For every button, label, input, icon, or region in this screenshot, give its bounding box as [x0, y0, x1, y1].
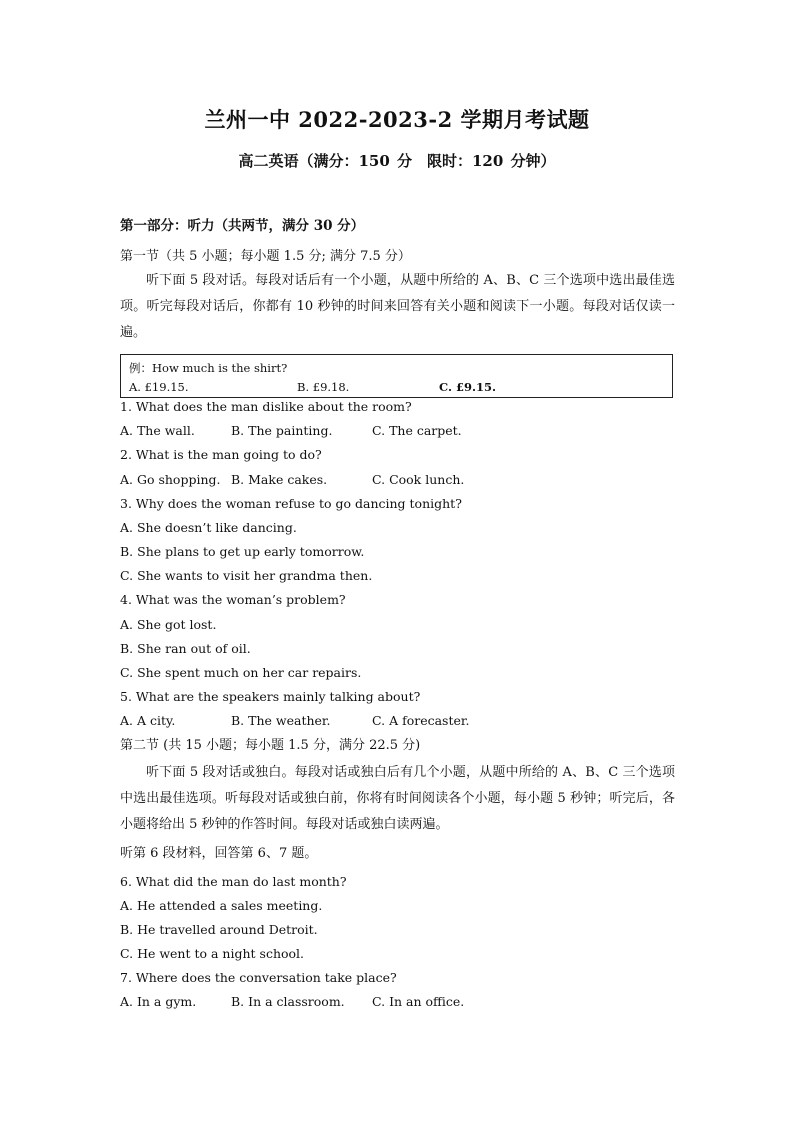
example-question: 例：How much is the shirt?: [129, 361, 288, 375]
example-option-c: C. £9.15.: [439, 380, 496, 394]
q4-option-a: A. She got lost.: [120, 617, 217, 632]
example-option-b: B. £9.18.: [297, 380, 350, 394]
q3-option-c: C. She wants to visit her grandma then.: [120, 568, 373, 583]
question-4: 4. What was the woman’s problem?: [120, 592, 346, 607]
q4-option-c: C. She spent much on her car repairs.: [120, 665, 362, 680]
q7-option-a: A. In a gym.: [120, 994, 197, 1009]
section2-heading: 第二节 (共 15 小题；每小题 1.5 分，满分 22.5 分): [120, 738, 421, 753]
q5-option-a: A. A city.: [120, 713, 176, 728]
q1-option-c: C. The carpet.: [372, 423, 462, 438]
q4-option-b: B. She ran out of oil.: [120, 641, 251, 656]
q3-option-b: B. She plans to get up early tomorrow.: [120, 544, 365, 559]
q2-option-c: C. Cook lunch.: [372, 472, 465, 487]
example-box: [120, 354, 673, 398]
q1-option-b: B. The painting.: [231, 423, 333, 438]
question-3: 3. Why does the woman refuse to go dancing tonight?: [120, 496, 462, 511]
exam-title: 兰州一中 2022-2023-2 学期月考试题: [204, 107, 590, 132]
q6-option-a: A. He attended a sales meeting.: [120, 898, 323, 913]
example-option-a: A. £19.15.: [129, 380, 189, 394]
section1-instruction: 听下面 5 段对话。每段对话后有一个小题，从题中所给的 A、B、C 三个选项中选出最佳选项。听完每段对话后，你都有 10 秒钟的时间来回答有关小题和阅读下一小题。每段对话仅读一遍。: [120, 273, 675, 340]
q6-option-c: C. He went to a night school.: [120, 946, 305, 961]
question-1: 1. What does the man dislike about the room?: [120, 399, 412, 414]
question-2: 2. What is the man going to do?: [120, 447, 322, 462]
section1-heading: 第一节（共 5 小题；每小题 1.5 分; 满分 7.5 分）: [120, 249, 411, 264]
part1-heading: 第一部分：听力（共两节，满分 30 分）: [120, 218, 365, 234]
q2-option-a: A. Go shopping.: [120, 472, 221, 487]
question-7: 7. Where does the conversation take place?: [120, 970, 397, 985]
q6-option-b: B. He travelled around Detroit.: [120, 922, 318, 937]
exam-subtitle: 高二英语（满分：150 分 限时：120 分钟）: [238, 152, 556, 170]
q1-option-a: A. The wall.: [120, 423, 195, 438]
q2-option-b: B. Make cakes.: [231, 472, 328, 487]
q3-option-a: A. She doesn’t like dancing.: [120, 520, 297, 535]
question-6: 6. What did the man do last month?: [120, 874, 347, 889]
q7-option-c: C. In an office.: [372, 994, 465, 1009]
section2-instruction: 听下面 5 段对话或独白。每段对话或独白后有几个小题，从题中所给的 A、B、C 三个选项中选出最佳选项。听每段对话或独白前，你将有时间阅读各个小题，每小题 5 秒钟；听完后，各小题将给出 5 秒钟的作答时间。每段对话或独白读两遍。: [120, 765, 675, 832]
material-6-note: 听第 6 段材料，回答第 6、7 题。: [120, 846, 318, 861]
q5-option-b: B. The weather.: [231, 713, 331, 728]
question-5: 5. What are the speakers mainly talking about?: [120, 689, 421, 704]
q7-option-b: B. In a classroom.: [231, 994, 345, 1009]
q5-option-c: C. A forecaster.: [372, 713, 470, 728]
